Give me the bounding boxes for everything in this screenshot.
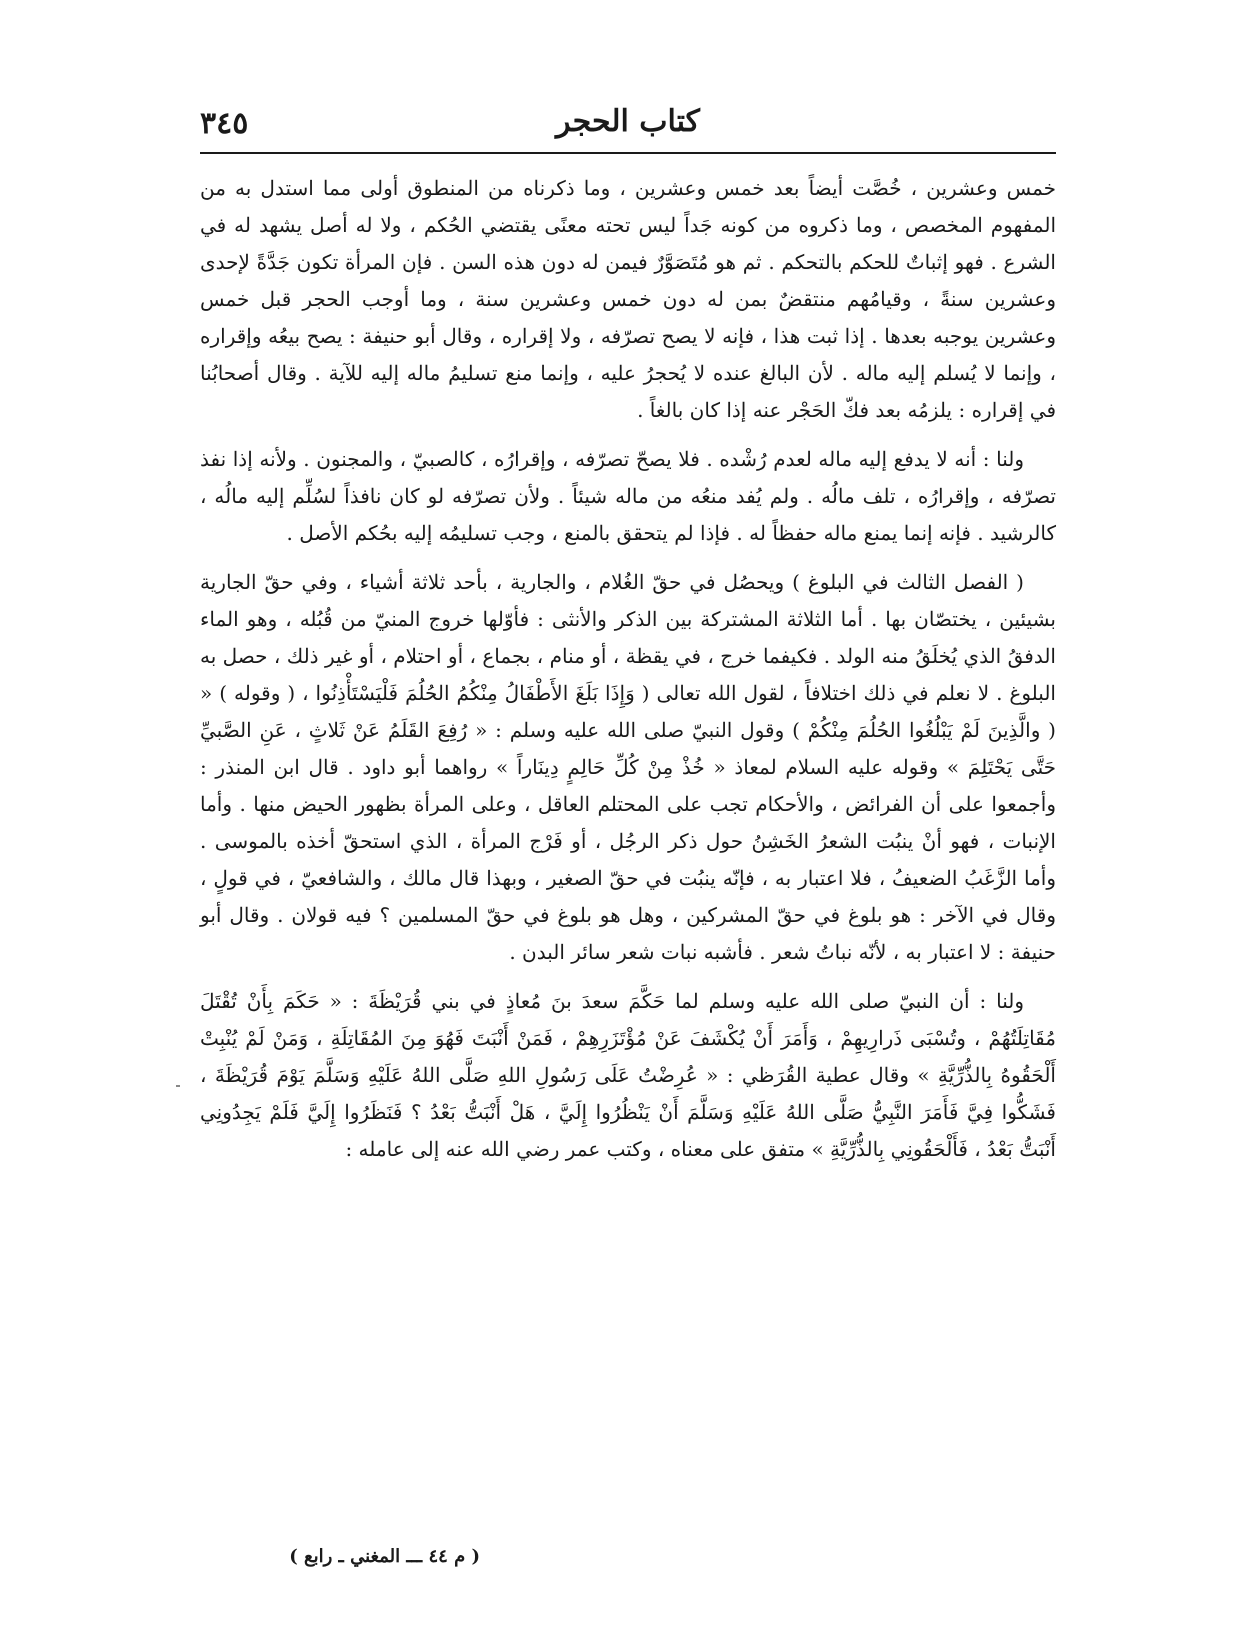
page-header [200, 100, 1056, 150]
body-text [200, 170, 1056, 1180]
margin-mark [176, 1085, 180, 1087]
running-title: كتاب الحجر [556, 104, 700, 139]
paragraph-1: خمس وعشرين ، خُصَّت أيضاً بعد خمس وعشرين ، وما ذكرناه من المنطوق أولى مما استدل به من المفهوم المخصص ، وما ذكروه من كونه جَداً ليس تحته معنًى يقتضي الحُكم ، ولا له أصل يشهد له في الشرع . فهو إثباتٌ للحكم بالتحكم . ثم هو مُتَصَوَّرٌ فيمن له دون هذه السن . فإن المرأة تكون جَدَّةً لإحدى وعشرين سنةً ، وقيامُهم منتقضٌ بمن له دون خمس وعشرين سنة ، وما أوجب الحجر قبل خمس وعشرين يوجبه بعدها . إذا ثبت هذا ، فإنه لا يصح تصرّفه ، ولا إقراره ، وقال أبو حنيفة : يصح بيعُه وإقراره ، وإنما لا يُسلم إليه ماله . لأن البالغ عنده لا يُحجرُ عليه ، وإنما منع تسليمُ ماله إليه للآية . وقال أصحابُنا في إقراره : يلزمُه بعد فكّ الحَجْر عنه إذا كان بالغاً . [200, 176, 1056, 422]
page-number: ٣٤٥ [200, 106, 249, 141]
paragraph-4: ولنا : أن النبيّ صلى الله عليه وسلم لما حَكَّمَ سعدَ بنَ مُعاذٍ في بني قُرَيْظَةَ : « حَكَمَ بِأَنْ تُقْتَلَ مُقَاتِلَتُهُمْ ، وتُسْبَى ذَرارِيهِمْ ، وَأَمَرَ أَنْ يُكْشَفَ عَنْ مُؤْتَزَرِهِمْ ، فَمَنْ أَنْبَتَ فَهُوَ مِنَ المُقَاتِلَةِ ، وَمَنْ لَمْ يُنْبِتْ أَلْحَقُوهُ بِالذُّرِّيَّةِ » وقال عطية القُرَظي : « عُرِضْتُ عَلَى رَسُولِ اللهِ صَلَّى اللهُ عَلَيْهِ وَسَلَّمَ يَوْمَ قُرَيْظَةَ ، فَشَكُّوا فِيَّ فَأَمَرَ النَّبِيُّ صَلَّى اللهُ عَلَيْهِ وَسَلَّمَ أَنْ يَنْظُرُوا إِلَيَّ ، هَلْ أَنْبَتُّ بَعْدُ ؟ فَنَظَرُوا إِلَيَّ فَلَمْ يَجِدُونِي أَنْبَتُّ بَعْدُ ، فَأَلْحَقُونِي بِالذُّرِّيَّةِ » متفق على معناه ، وكتب عمر رضي الله عنه إلى عامله : [200, 989, 1056, 1161]
paragraph-2: ولنا : أنه لا يدفع إليه ماله لعدم رُشْده . فلا يصحّ تصرّفه ، وإقرارُه ، كالصبيّ ، والمجنون . ولأنه إذا نفذ تصرّفه ، وإقرارُه ، تلف مالُه . ولم يُفد منعُه من ماله شيئاً . ولأن تصرّفه لو كان نافذاً لسُلِّم إليه مالُه ، كالرشيد . فإنه إنما يمنع ماله حفظاً له . فإذا لم يتحقق بالمنع ، وجب تسليمُه إليه بحُكم الأصل . [200, 447, 1056, 545]
signature-line: ( م ٤٤ ـــ المغني ـ رابع ) [289, 1546, 480, 1567]
paragraph-3: ( الفصل الثالث في البلوغ ) ويحصُل في حقّ الغُلام ، والجارية ، بأحد ثلاثة أشياء ، وفي حقّ الجارية بشيئين ، يختصّان بها . أما الثلاثة المشتركة بين الذكر والأنثى : فأوّلها خروج المنيّ من قُبُله ، وهو الماء الدفقُ الذي يُخلَقُ منه الولد . فكيفما خرج ، في يقظة ، أو منام ، بجماع ، أو احتلام ، أو غير ذلك ، حصل به البلوغ . لا نعلم في ذلك اختلافاً ، لقول الله تعالى ( وَإِذَا بَلَغَ الأَطْفَالُ مِنْكُمُ الحُلُمَ فَلْيَسْتَأْذِنُوا ، ( وقوله ) « ( والَّذِينَ لَمْ يَبْلُغُوا الحُلُمَ مِنْكُمْ ) وقول النبيّ صلى الله عليه وسلم : « رُفِعَ القَلَمُ عَنْ ثَلاثٍ ، عَنِ الصَّبيِّ حَتَّى يَحْتَلِمَ » وقوله عليه السلام لمعاذ « خُذْ مِنْ كُلِّ حَالِمٍ دِينَاراً » رواهما أبو داود . قال ابن المنذر : وأجمعوا على أن الفرائض ، والأحكام تجب على المحتلم العاقل ، وعلى المرأة بظهور الحيض منها . وأما الإنبات ، فهو أنْ ينبُت الشعرُ الخَشِنُ حول ذكر الرجُل ، أو فَرْج المرأة ، الذي استحقّ أخذه بالموسى . وأما الزَّغَبُ الضعيفُ ، فلا اعتبار به ، فإنّه ينبُت في حقّ الصغير ، وبهذا قال مالك ، والشافعيّ ، في قولٍ ، وقال في الآخر : هو بلوغ في حقّ المشركين ، وهل هو بلوغ في حقّ المسلمين ؟ فيه قولان . وقال أبو حنيفة : لا اعتبار به ، لأنّه نباتُ شعر . فأشبه نبات شعر سائر البدن . [200, 570, 1057, 964]
header-rule [200, 152, 1056, 154]
